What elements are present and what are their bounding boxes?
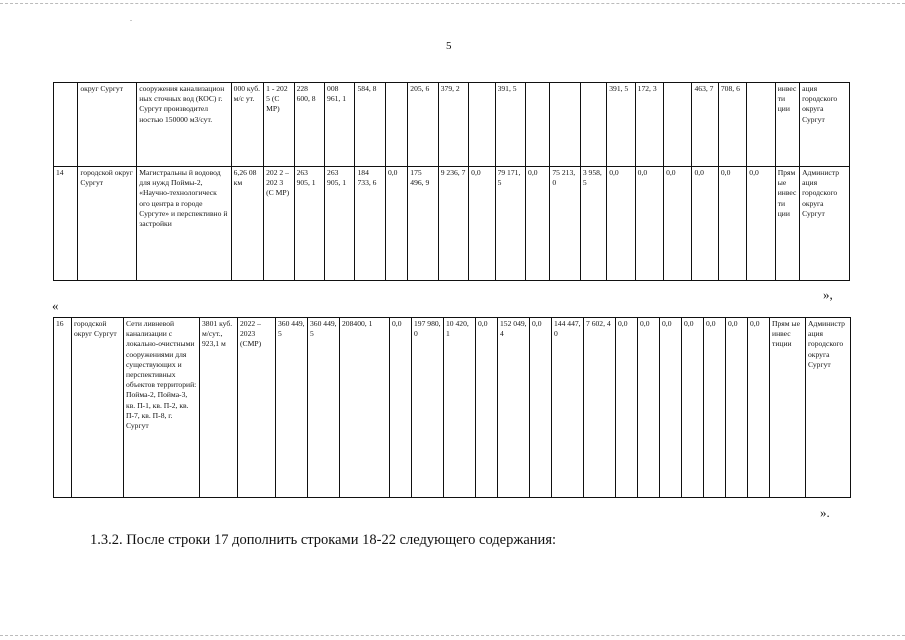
cell-executor: Администр ация городского округа Сургут xyxy=(800,167,850,281)
cell-value xyxy=(550,83,580,167)
cell-value: 008 961, 1 xyxy=(325,83,355,167)
cell-value: 0,0 xyxy=(718,167,746,281)
cell-value: 0,0 xyxy=(607,167,635,281)
table-row xyxy=(54,167,850,281)
cell-source: Прямые инвести ции xyxy=(775,167,799,281)
cell-value: 0,0 xyxy=(748,318,770,498)
cell-value: 9 236, 7 xyxy=(438,167,468,281)
cell-value: 0,0 xyxy=(526,167,550,281)
cell-value: 0,0 xyxy=(385,167,407,281)
scan-edge-top xyxy=(0,3,905,4)
cell-territory: округ Сургут xyxy=(78,83,137,167)
cell-value: 10 420, 1 xyxy=(444,318,476,498)
cell-value: 228 600, 8 xyxy=(294,83,324,167)
cell-value: 7 602, 4 xyxy=(584,318,616,498)
cell-value: 205, 6 xyxy=(408,83,438,167)
cell-executor: ация городского округа Сургут xyxy=(800,83,850,167)
cell-object: Сети ливневой канализации с локально-очистными сооружениями для существующих и перспективных объектов территорий: Пойма-2, Пойма-3, кв. П-1, кв. П-2, кв. П-7, кв. П-8, г. Сургут xyxy=(124,318,200,498)
cell-value: 0,0 xyxy=(469,167,495,281)
cell-value: 0,0 xyxy=(530,318,552,498)
cell-value: 75 213, 0 xyxy=(550,167,580,281)
cell-value: 172, 3 xyxy=(635,83,663,167)
cell-executor: Администр ация городского округа Сургут xyxy=(806,318,851,498)
page-number: 5 xyxy=(446,40,452,52)
cell-value: 0,0 xyxy=(635,167,663,281)
cell-value: 175 496, 9 xyxy=(408,167,438,281)
cell-period: 2022 – 2023 (СМР) xyxy=(238,318,276,498)
cell-value: 0,0 xyxy=(638,318,660,498)
cell-value: 360 449, 5 xyxy=(276,318,308,498)
cell-value: 0,0 xyxy=(660,318,682,498)
cell-period: 1 - 202 5 (С МР) xyxy=(264,83,294,167)
closing-quote-end: ». xyxy=(820,505,830,520)
cell-value xyxy=(747,83,775,167)
cell-capacity: 6,26 08 км xyxy=(231,167,263,281)
cell-value: 0,0 xyxy=(390,318,412,498)
cell-value: 360 449, 5 xyxy=(308,318,340,498)
closing-quote: », xyxy=(823,287,833,302)
scan-dot: . xyxy=(130,14,132,23)
cell-value xyxy=(664,83,692,167)
cell-no xyxy=(54,83,78,167)
cell-value xyxy=(526,83,550,167)
cell-territory: городской округ Сургут xyxy=(72,318,124,498)
cell-source: Прям ые инвес тиции xyxy=(770,318,806,498)
scan-edge-bottom xyxy=(0,635,905,636)
table-row xyxy=(54,83,850,167)
new-row-table xyxy=(53,317,851,498)
cell-value: 79 171, 5 xyxy=(495,167,525,281)
continued-table xyxy=(53,82,850,281)
cell-value: 263 905, 1 xyxy=(325,167,355,281)
cell-value: 391, 5 xyxy=(607,83,635,167)
cell-value: 391, 5 xyxy=(495,83,525,167)
cell-value: 263 905, 1 xyxy=(294,167,324,281)
table-row xyxy=(54,318,851,498)
amendment-paragraph: 1.3.2. После строки 17 дополнить строками 18-22 следующего содержания: xyxy=(90,532,557,548)
cell-object: сооружения канализацион ных сточных вод (КОС) г. Сургут производител ностью 150000 м3/сут. xyxy=(137,83,231,167)
cell-period: 202 2 – 202 3 (С МР) xyxy=(264,167,294,281)
cell-value: 0,0 xyxy=(682,318,704,498)
cell-value: 463, 7 xyxy=(692,83,718,167)
cell-value xyxy=(580,83,606,167)
cell-value: 0,0 xyxy=(616,318,638,498)
cell-value: 152 049, 4 xyxy=(498,318,530,498)
opening-quote: « xyxy=(52,298,59,313)
cell-value: 197 980, 0 xyxy=(412,318,444,498)
cell-value: 184 733, 6 xyxy=(355,167,385,281)
cell-value: 379, 2 xyxy=(438,83,468,167)
cell-value: 708, 6 xyxy=(718,83,746,167)
cell-value: 0,0 xyxy=(726,318,748,498)
cell-value: 3 958, 5 xyxy=(580,167,606,281)
cell-value: 144 447, 0 xyxy=(552,318,584,498)
cell-value: 0,0 xyxy=(704,318,726,498)
cell-value: 0,0 xyxy=(664,167,692,281)
cell-no: 14 xyxy=(54,167,78,281)
cell-value: 0,0 xyxy=(476,318,498,498)
cell-capacity: 000 куб. м/с ут. xyxy=(231,83,263,167)
cell-source: инвести ции xyxy=(775,83,799,167)
cell-no: 16 xyxy=(54,318,72,498)
cell-object: Магистральны й водовод для нужд Поймы-2, «Научно-технологическ ого центра в городе Сургуте» и перспективно й застройки xyxy=(137,167,231,281)
cell-value: 0,0 xyxy=(692,167,718,281)
cell-value xyxy=(469,83,495,167)
cell-value: 0,0 xyxy=(747,167,775,281)
cell-value: 584, 8 xyxy=(355,83,385,167)
cell-value: 208400, 1 xyxy=(340,318,390,498)
cell-capacity: 3801 куб. м/сут., 923,1 м xyxy=(200,318,238,498)
cell-territory: городской округ Сургут xyxy=(78,167,137,281)
cell-value xyxy=(385,83,407,167)
